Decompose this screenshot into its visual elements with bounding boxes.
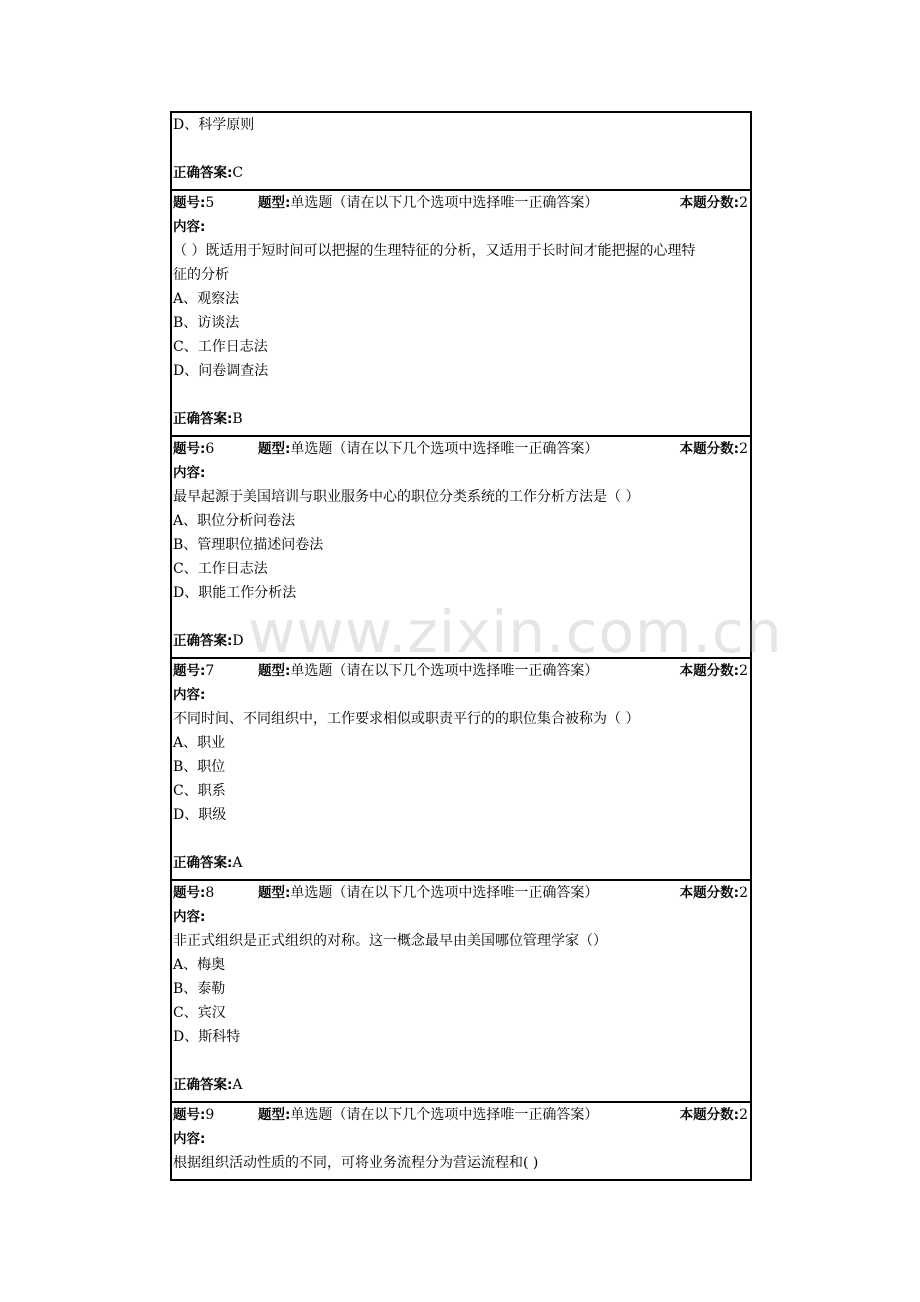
answer-label: 正确答案: (173, 1077, 233, 1093)
answer-row (172, 161, 750, 185)
option-b: B、泰勒 (173, 981, 226, 997)
option-c: C、工作日志法 (173, 339, 268, 355)
answer-label: 正确答案: (173, 411, 233, 427)
question-stem: 不同时间、不同组织中，工作要求相似或职责平行的的职位集合被称为（ ） (173, 711, 640, 727)
type-label: 题型: (258, 885, 291, 901)
type-value: 单选题（请在以下几个选项中选择唯一正确答案） (290, 195, 599, 211)
score-label: 本题分数: (679, 195, 740, 211)
option-d: D、斯科特 (173, 1029, 241, 1045)
score-value: 2 (739, 663, 748, 679)
question-block-7 (172, 659, 750, 881)
spacer (172, 827, 750, 851)
num-value: 8 (205, 885, 215, 901)
option-c: C、宾汉 (173, 1005, 226, 1021)
spacer (172, 1049, 750, 1073)
num-value: 6 (205, 441, 215, 457)
watermark: www.zixin.com.cn (248, 598, 783, 666)
spacer (172, 137, 750, 161)
answer-label: 正确答案: (173, 855, 233, 871)
question-block-6 (172, 437, 750, 659)
option-c: C、工作日志法 (173, 561, 268, 577)
question-stem: 根据组织活动性质的不同，可将业务流程分为营运流程和( ) (173, 1155, 539, 1171)
answer-row (172, 407, 750, 431)
score-value: 2 (739, 441, 748, 457)
answer-label: 正确答案: (173, 165, 233, 181)
content-label: 内容: (173, 1131, 206, 1147)
question-block-8 (172, 881, 750, 1103)
answer-row (172, 629, 750, 653)
option-b: B、访谈法 (173, 315, 240, 331)
option-d: D、问卷调查法 (173, 363, 269, 379)
num-value: 9 (205, 1107, 215, 1123)
spacer (172, 605, 750, 629)
type-value: 单选题（请在以下几个选项中选择唯一正确答案） (290, 663, 599, 679)
spacer (172, 383, 750, 407)
option-c: C、职系 (173, 783, 226, 799)
score-label: 本题分数: (679, 663, 740, 679)
answer-value: C (232, 165, 244, 181)
num-value: 7 (205, 663, 215, 679)
option-b: B、职位 (173, 759, 226, 775)
type-value: 单选题（请在以下几个选项中选择唯一正确答案） (290, 441, 599, 457)
score-value: 2 (739, 1107, 748, 1123)
question-header (172, 881, 750, 905)
question-block-4 (172, 113, 750, 191)
answer-value: B (232, 411, 243, 427)
content-label: 内容: (173, 687, 206, 703)
num-label: 题号: (173, 1107, 206, 1123)
question-block-9 (172, 1103, 750, 1181)
answer-label: 正确答案: (173, 633, 233, 649)
score-label: 本题分数: (679, 441, 740, 457)
question-block-5 (172, 191, 750, 437)
option-d: D、职级 (173, 807, 227, 823)
score-value: 2 (739, 195, 748, 211)
option-a: A、梅奥 (173, 957, 226, 973)
option-b: B、管理职位描述问卷法 (173, 537, 324, 553)
question-stem-line1: （ ）既适用于短时间可以把握的生理特征的分析，又适用于长时间才能把握的心理特 (173, 243, 696, 259)
answer-value: A (232, 855, 243, 871)
score-label: 本题分数: (679, 1107, 740, 1123)
num-label: 题号: (173, 441, 206, 457)
num-value: 5 (205, 195, 215, 211)
option-d: D、职能工作分析法 (173, 585, 297, 601)
question-header (172, 191, 750, 215)
type-label: 题型: (258, 441, 291, 457)
question-stem-line2: 征的分析 (173, 267, 229, 283)
option-a: A、职位分析问卷法 (173, 513, 296, 529)
score-value: 2 (739, 885, 748, 901)
answer-value: A (232, 1077, 243, 1093)
type-label: 题型: (258, 195, 291, 211)
question-stem: 非正式组织是正式组织的对称。这一概念最早由美国哪位管理学家（） (173, 933, 607, 949)
answer-row (172, 851, 750, 875)
type-label: 题型: (258, 663, 291, 679)
question-header (172, 437, 750, 461)
type-value: 单选题（请在以下几个选项中选择唯一正确答案） (290, 885, 599, 901)
num-label: 题号: (173, 663, 206, 679)
content-label: 内容: (173, 465, 206, 481)
question-stem: 最早起源于美国培训与职业服务中心的职位分类系统的工作分析方法是（ ） (173, 489, 640, 505)
num-label: 题号: (173, 885, 206, 901)
content-label: 内容: (173, 219, 206, 235)
answer-row (172, 1073, 750, 1097)
content-label: 内容: (173, 909, 206, 925)
num-label: 题号: (173, 195, 206, 211)
type-value: 单选题（请在以下几个选项中选择唯一正确答案） (290, 1107, 599, 1123)
option-a: A、观察法 (173, 291, 240, 307)
type-label: 题型: (258, 1107, 291, 1123)
question-table (170, 111, 752, 1181)
option-a: A、职业 (173, 735, 226, 751)
option-d: D、科学原则 (173, 117, 255, 133)
score-label: 本题分数: (679, 885, 740, 901)
question-header (172, 659, 750, 683)
question-header (172, 1103, 750, 1127)
answer-value: D (232, 633, 244, 649)
